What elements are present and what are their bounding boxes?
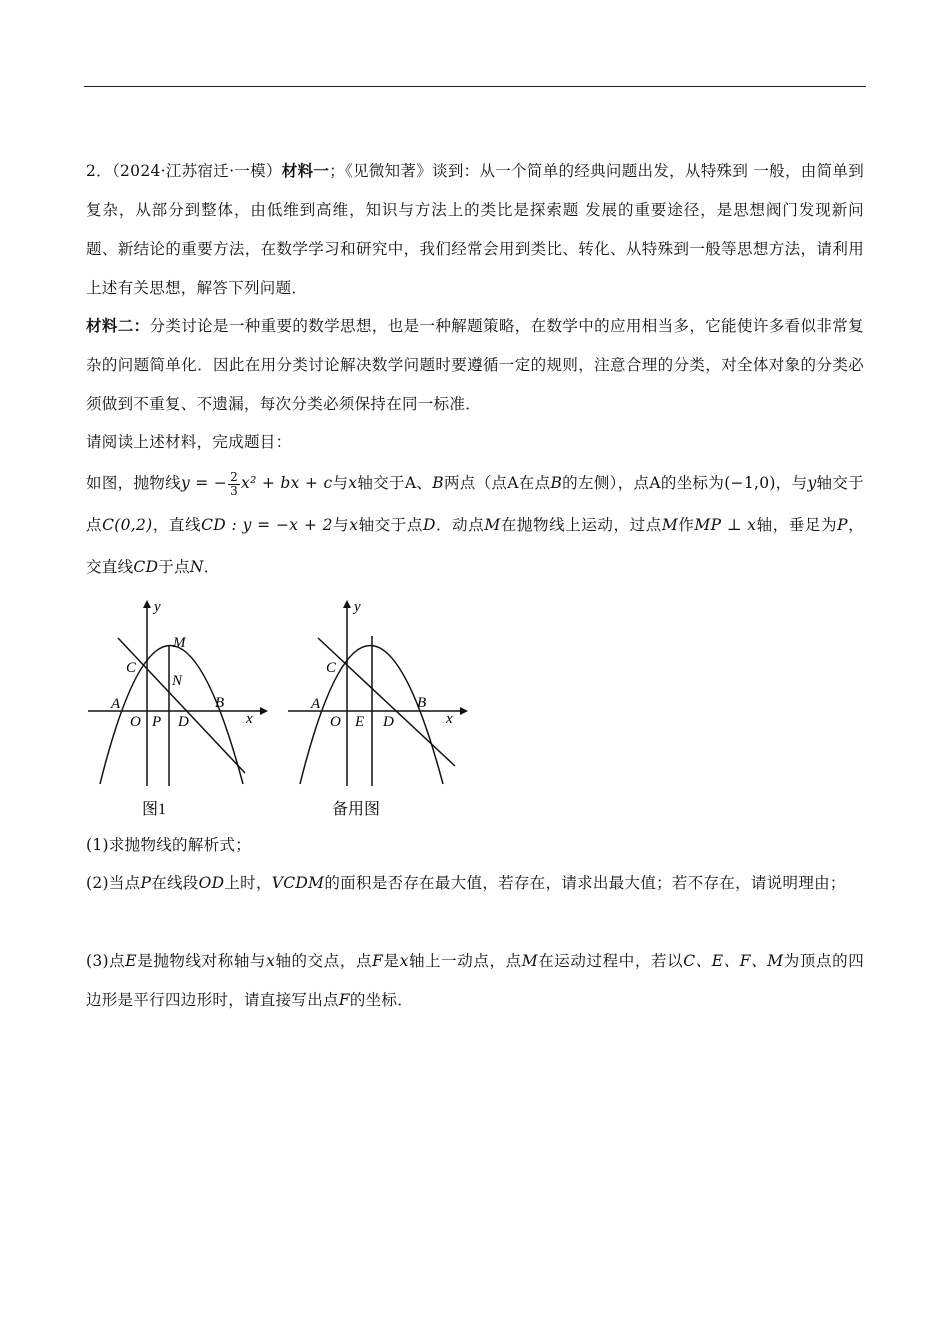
math-var: P: [837, 516, 848, 534]
coordinate-a: (−1,0): [724, 474, 776, 492]
math-var: OD: [198, 874, 225, 892]
stem-text: 与: [332, 474, 349, 492]
material-one-paragraph: [86, 151, 864, 308]
q3-text: 的坐标．: [349, 991, 414, 1009]
label-x: x: [246, 711, 253, 727]
math-var: E: [125, 952, 137, 970]
parabola: [100, 646, 243, 785]
label-b: B: [215, 695, 225, 711]
label-d: D: [383, 714, 394, 730]
label-y: y: [154, 599, 161, 615]
math-var: A: [404, 474, 417, 492]
material-one-separator: ；: [329, 162, 345, 180]
triangle-cdm: VCDM: [271, 874, 325, 892]
stem-text: 、: [416, 474, 433, 492]
stem-text: 与: [332, 516, 350, 534]
math-var: CD: [133, 558, 159, 576]
q3-text: (3)点: [86, 952, 126, 970]
math-var: D: [423, 516, 436, 534]
q3-text: 为顶点的四边形是平行四边形时，请直接写出点: [86, 952, 864, 1009]
stem-text: ，直线: [152, 516, 202, 534]
material-two-label: 材料二：: [86, 316, 150, 335]
label-o: O: [330, 714, 341, 730]
math-var: M: [484, 516, 501, 534]
stem-text: 轴交于点: [358, 516, 423, 534]
stem-text: 轴交于: [357, 474, 405, 492]
label-y: y: [354, 599, 361, 615]
stem-text: 的左侧），点: [562, 474, 650, 492]
stem-text: 两点（点: [443, 474, 508, 492]
math-var: x: [349, 516, 359, 534]
line-cd: [318, 638, 455, 766]
question-1: (1)求抛物线的解析式；: [86, 836, 252, 854]
label-c: C: [126, 660, 137, 676]
math-var: M: [661, 516, 679, 534]
line-cd: [118, 638, 245, 773]
q3-text: 轴的交点，点: [275, 952, 373, 970]
figure-2: [280, 596, 470, 826]
q2-text: (2)当点: [86, 874, 141, 892]
y-axis-arrow-icon: [143, 600, 151, 608]
mp-perpendicular: MP ⊥ x: [694, 516, 757, 534]
math-var: x: [399, 952, 409, 970]
math-var: F: [338, 991, 350, 1009]
math-var: P: [140, 874, 152, 892]
problem-stem: [86, 462, 864, 588]
stem-text: 作: [678, 516, 695, 534]
stem-text: ，交直线: [86, 516, 864, 576]
fraction: [228, 471, 240, 498]
question-3: [86, 942, 864, 1020]
math-var: B: [432, 474, 444, 492]
parabola-eq-rhs: x² + bx + c: [241, 474, 333, 492]
label-x: x: [446, 711, 453, 727]
material-one-label: 材料一: [281, 161, 330, 180]
math-var: N: [189, 558, 204, 576]
label-b: B: [417, 695, 427, 711]
figure-1: [80, 596, 270, 826]
stem-text: ．: [203, 558, 220, 576]
problem-number: 2．: [86, 162, 112, 180]
stem-text: ．动点: [435, 516, 485, 534]
header-rule: [84, 86, 866, 87]
label-d: D: [178, 714, 189, 730]
stem-text: 在抛物线上运动，过点: [500, 516, 662, 534]
q3-text: 在运动过程中，若以: [537, 952, 684, 970]
label-n: N: [172, 673, 183, 689]
line-cd-equation: CD : y = −x + 2: [201, 516, 333, 534]
material-two-text: 分类讨论是一种重要的数学思想，也是一种解题策略，在数学中的应用相当多，它能使许多看似非常复杂的问题简单化．因此在用分类讨论解决数学问题时要遵循一定的规则，注意合理的分类，对全体对象的分类必须做到不重复、不遗漏，每次分类必须保持在同一标准．: [86, 317, 864, 413]
q3-text: 是: [383, 952, 400, 970]
math-var: F: [372, 952, 384, 970]
instruction-text: 请阅读上述材料，完成题目：: [86, 433, 292, 451]
stem-text: 于点: [158, 558, 190, 576]
material-two-paragraph: [86, 306, 864, 424]
label-e: E: [355, 714, 365, 730]
figure-2-caption: 备用图: [332, 801, 381, 818]
q3-text: 轴上一动点，点: [408, 952, 522, 970]
label-p: P: [152, 714, 162, 730]
math-var: B: [550, 474, 563, 492]
math-var: x: [348, 474, 358, 492]
q2-text: 在线段: [151, 874, 199, 892]
math-var: A: [507, 474, 519, 492]
math-var: M: [521, 952, 538, 970]
stem-text: 在点: [518, 474, 551, 492]
label-o: O: [130, 714, 141, 730]
label-a: A: [111, 696, 121, 712]
material-one-text: 《见微知著》谈到：从一个简单的经典问题出发，从特殊到 一般，由简单到复杂，从部分到整体，由低维到高维，知识与方法上的类比是探索题 发展的重要途径，是思想阀门发现新问题、新结论的重要方法，在数学学习和研究中，我们经常会用到类比、转化、从特殊到一般等思想方法，请利用上述有关思想，解答下列问题．: [86, 162, 864, 297]
x-axis-arrow-icon: [460, 707, 468, 715]
label-m: M: [173, 635, 186, 651]
label-a: A: [311, 696, 321, 712]
point-c: C(0,2): [102, 516, 153, 534]
fraction-denominator: 3: [230, 483, 239, 498]
x-axis-arrow-icon: [260, 707, 268, 715]
math-var: A: [649, 474, 661, 492]
problem-source: （2024·江苏宿迁·一模）: [111, 162, 282, 180]
label-c: C: [326, 660, 337, 676]
q3-text: 是抛物线对称轴与: [136, 952, 267, 970]
stem-text: ，与: [775, 474, 808, 492]
q2-text: 上时，: [224, 874, 272, 892]
stem-text: 轴交于点: [86, 474, 864, 534]
question-2: [86, 864, 864, 903]
figure-1-caption: 图1: [142, 801, 167, 818]
math-var: y: [807, 474, 817, 492]
stem-text: 如图，抛物线: [86, 474, 181, 492]
stem-text: 轴，垂足为: [756, 516, 838, 534]
math-var: x: [266, 952, 276, 970]
q2-text: 的面积是否存在最大值，若存在，请求出最大值；若不存在，请说明理由；: [324, 874, 846, 892]
fraction-numerator: 2: [230, 469, 239, 484]
parabola-eq-lhs: y = −: [180, 474, 228, 492]
y-axis-arrow-icon: [343, 600, 351, 608]
vertex-list: C、E、F、M: [683, 952, 784, 970]
stem-text: 的坐标为: [660, 474, 725, 492]
